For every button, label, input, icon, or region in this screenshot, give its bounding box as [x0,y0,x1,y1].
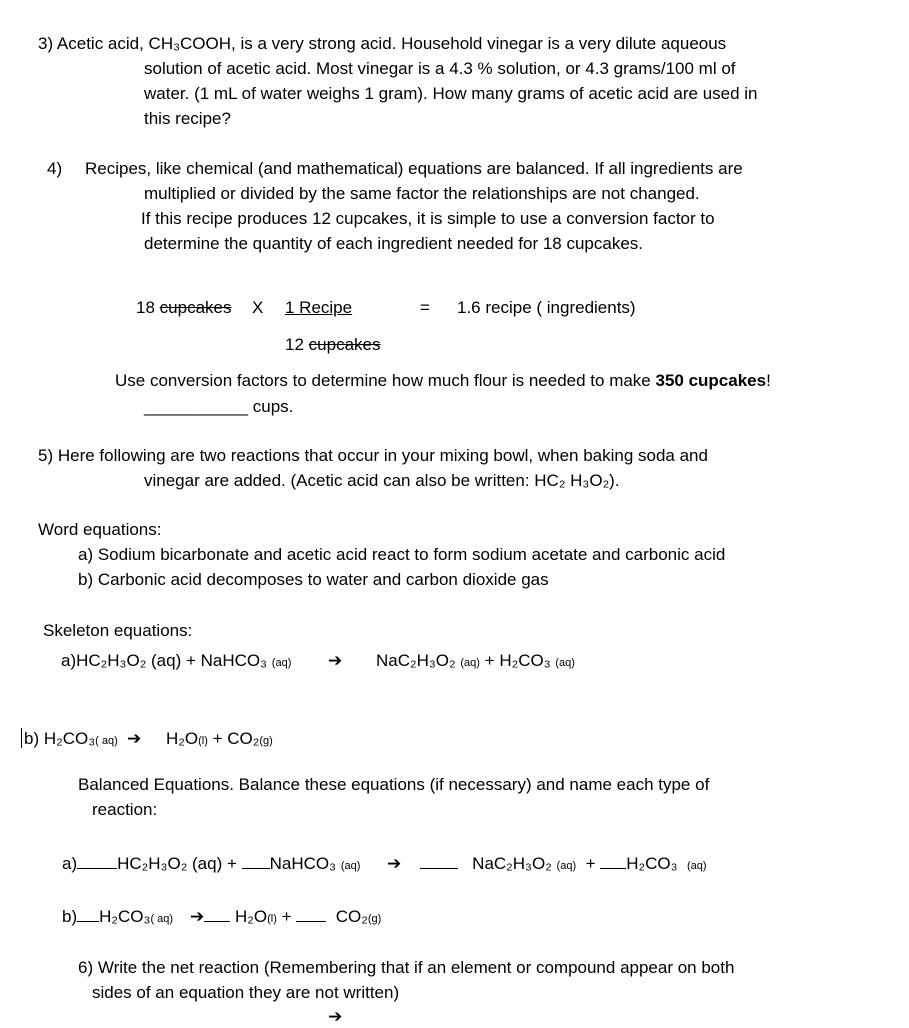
arrow-icon: ➔ [127,729,142,748]
arrow-icon: ➔ [387,854,402,873]
q4-line2: multiplied or divided by the same factor the relationships are not changed. [144,184,700,203]
q4-line3: If this recipe produces 12 cupcakes, it is simple to use a conversion factor to [141,209,715,228]
balanced-b-right: ➔ H₂O(l) + CO₂(g) [190,907,382,926]
factor-bottom [285,334,380,356]
balanced-a: a) HC₂H₃O₂ (aq) + NaHCO₃ (aq) [62,854,361,873]
equals-sign: = [420,298,430,317]
cups-blank[interactable]: ___________ [144,397,249,416]
q4-line1: Recipes, like chemical (and mathematical) equations are balanced. If all ingredients are [85,159,743,178]
den-qty: 12 [285,335,304,354]
text-cursor [21,728,22,748]
times-sign: X [252,298,264,317]
q4-line4: determine the quantity of each ingredient needed for 18 cupcakes. [144,234,644,253]
coefficient-blank[interactable] [204,907,230,922]
word-equation-a: a) Sodium bicarbonate and acetic acid react to form sodium acetate and carbonic acid [78,545,726,564]
balanced-b: b) H₂CO₃( aq) [62,907,174,926]
flour-question: Use conversion factors to determine how much flour is needed to make 350 cupcakes! [115,371,771,390]
balanced-line2: reaction: [92,800,158,819]
q5-line1: 5) Here following are two reactions that occur in your mixing bowl, when baking soda and [38,446,708,465]
arrow-icon: ➔ [190,907,205,926]
q5-line2: vinegar are added. (Acetic acid can also be written: HC₂ H₃O₂). [144,471,620,490]
q4-number: 4) [47,159,63,178]
conversion-numerator [136,297,231,319]
conv-unit-cancelled: cupcakes [159,298,232,317]
q6-line1: 6) Write the net reaction (Remembering that if an element or compound appear on both [78,958,735,977]
coefficient-blank[interactable] [296,907,326,922]
balanced-line1: Balanced Equations. Balance these equations (if necessary) and name each type of [78,775,710,794]
q3-line4: this recipe? [144,109,231,128]
coefficient-blank[interactable] [77,907,99,922]
word-equation-b: b) Carbonic acid decomposes to water and carbon dioxide gas [78,570,549,589]
q3-line1: 3) Acetic acid, CH₃COOH, is a very strong acid. Household vinegar is a very dilute aqueous [38,34,727,53]
skeleton-a-right: NaC₂H₃O₂ (aq) + H₂CO₃ (aq) [376,651,575,670]
conv-qty: 18 [136,298,155,317]
factor-top: 1 Recipe [285,298,353,317]
q3-line2: solution of acetic acid. Most vinegar is a 4.3 % solution, or 4.3 grams/100 ml of [144,59,736,78]
skeleton-b-left: b) H₂CO₃( aq) [24,729,118,748]
skeleton-title: Skeleton equations: [43,621,193,640]
coefficient-blank[interactable] [600,854,626,869]
den-unit-cancelled: cupcakes [308,335,381,354]
q6-line2: sides of an equation they are not written) [92,983,400,1002]
arrow-icon: ➔ [328,1007,343,1026]
cups-answer-line: ___________ cups. [144,397,294,416]
skeleton-a-left: a)HC₂H₃O₂ (aq) + NaHCO₃ (aq) [61,651,292,670]
balanced-a-right: NaC₂H₃O₂ (aq) + H₂CO₃ (aq) [420,853,707,877]
word-equations-title: Word equations: [38,520,162,539]
conversion-result: 1.6 recipe ( ingredients) [457,298,636,317]
coefficient-blank[interactable] [242,854,270,869]
q3-line3: water. (1 mL of water weighs 1 gram). How many grams of acetic acid are used in [144,84,758,103]
skeleton-b-right: H₂O(l) + CO₂(g) [166,729,273,748]
coefficient-blank[interactable] [420,854,458,869]
coefficient-blank[interactable] [77,854,117,869]
arrow-icon: ➔ [328,651,343,670]
